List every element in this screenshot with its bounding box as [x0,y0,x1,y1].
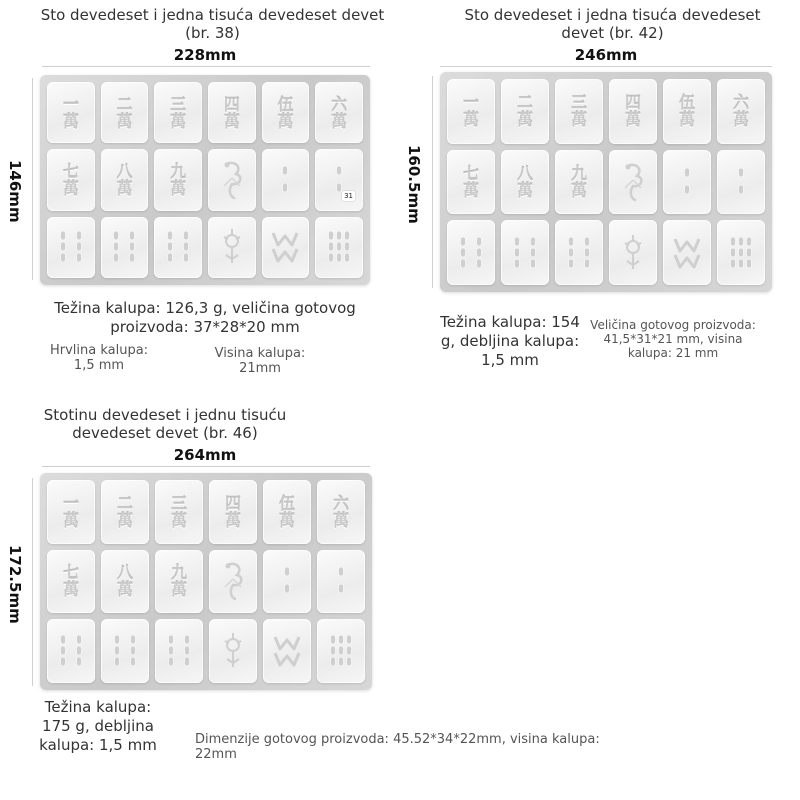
mold1-spec-right: Visina kalupa: 21mm [214,346,306,376]
tile-bottom-char: 萬 [116,510,133,530]
mahjong-tile [209,619,257,683]
mahjong-tile [663,79,711,144]
tile-bottom-char: 萬 [678,110,695,130]
tile-bottom-char: 萬 [224,510,241,530]
bamboo-two-icon [269,557,305,605]
tile-top-char: 伍 [678,93,695,113]
character-seven-wan-icon [463,165,479,199]
tile-top-char: 四 [224,493,241,513]
tile-top-char: 一 [62,493,79,513]
character-nine-wan-icon [571,165,587,199]
mahjong-tile [717,150,765,215]
mahjong-tile [263,480,311,544]
bamboo-nine-icon [323,627,359,675]
mold2-title: Sto devedeset i jedna tisuća devedeset devet (br. 42) [464,6,761,42]
tile-top-char: 伍 [278,493,295,513]
mahjong-tile [47,82,95,143]
tile-number-sticker: 31 [344,191,353,200]
mahjong-tile [315,217,363,278]
tile-bottom-char: 萬 [277,111,294,131]
tile-bottom-char: 萬 [732,110,749,130]
tile-top-char: 九 [170,563,187,583]
mahjong-tile [609,79,657,144]
character-five-wan-icon [277,96,293,130]
mahjong-tile [315,82,363,143]
mahjong-tile [555,150,603,215]
character-seven-wan-icon [63,163,79,197]
mahjong-tile [263,619,311,683]
tile-bottom-char: 萬 [462,110,479,130]
character-six-wan-icon [331,96,347,130]
tile-bottom-char: 萬 [62,111,79,131]
mahjong-tile [47,149,95,210]
mahjong-tile [447,220,495,285]
tile-bottom-char: 萬 [62,510,79,530]
mahjong-tile [154,217,202,278]
tile-bottom-char: 萬 [116,111,133,131]
mahjong-tile [101,149,149,210]
character-two-wan-icon [117,495,133,529]
bamboo-six-icon [507,229,543,277]
character-three-wan-icon [571,94,587,128]
bamboo-w-icon [269,627,305,675]
tile-bottom-char: 萬 [62,580,79,600]
tile-top-char: 三 [570,93,587,113]
mahjong-tile [101,480,149,544]
mold1-width-line [42,66,370,67]
character-one-wan-icon [463,94,479,128]
mahjong-tile [315,149,363,210]
character-six-wan-icon [733,94,749,128]
character-eight-wan-icon [116,163,132,197]
bamboo-six-icon [561,229,597,277]
mahjong-tile [155,550,203,614]
mahjong-tile [609,220,657,285]
tile-top-char: 二 [116,493,133,513]
mahjong-tile [209,480,257,544]
character-two-wan-icon [116,96,132,130]
bamboo-six-icon [53,223,89,271]
mold3-width-line [42,466,370,467]
tile-top-char: 一 [62,94,79,114]
character-five-wan-icon [679,94,695,128]
character-nine-wan-icon [171,564,187,598]
flower-icon [215,627,251,675]
mold3-height-line [32,478,33,686]
tile-bottom-char: 萬 [278,510,295,530]
mahjong-tile [208,149,256,210]
mahjong-tile [717,220,765,285]
mahjong-tile [101,550,149,614]
character-four-wan-icon [224,96,240,130]
mahjong-tile [208,217,256,278]
bamboo-w-icon [267,223,303,271]
tile-top-char: 三 [170,94,187,114]
tile-bottom-char: 萬 [332,510,349,530]
tile-top-char: 六 [331,94,348,114]
character-three-wan-icon [171,495,187,529]
mahjong-tile [555,79,603,144]
mold1-spec-main: Težina kalupa: 126,3 g, veličina gotovog proizvoda: 37*28*20 mm [54,299,356,336]
flower-icon [615,229,651,277]
tile-bottom-char: 萬 [116,178,133,198]
mahjong-tile [717,79,765,144]
character-one-wan-icon [63,96,79,130]
tile-top-char: 六 [732,93,749,113]
tile-top-char: 二 [116,94,133,114]
tile-bottom-char: 萬 [570,110,587,130]
mold3-width-label: 264mm [173,446,237,464]
tile-top-char: 八 [516,163,533,183]
bamboo-two-icon [323,557,359,605]
character-six-wan-icon [333,495,349,529]
mahjong-tile [317,619,365,683]
mold2-tray [440,72,772,292]
bamboo-six-icon [53,627,89,675]
flower-icon [214,223,250,271]
tile-bottom-char: 萬 [462,180,479,200]
tile-top-char: 八 [116,563,133,583]
mahjong-tile [501,220,549,285]
character-seven-wan-icon [63,564,79,598]
mahjong-tile [101,619,149,683]
mahjong-tile [447,79,495,144]
mahjong-tile [663,220,711,285]
mahjong-tile [154,149,202,210]
mold1-spec-left: Hrvlina kalupa: 1,5 mm [49,343,149,373]
tile-bottom-char: 萬 [624,110,641,130]
mahjong-tile [263,550,311,614]
bamboo-six-icon [107,627,143,675]
character-one-wan-icon [63,495,79,529]
tile-top-char: 七 [62,161,79,181]
mold2-width-line [440,66,772,67]
character-nine-wan-icon [170,163,186,197]
mahjong-tile [154,82,202,143]
tile-top-char: 七 [62,563,79,583]
mold3-spec-main: Težina kalupa: 175 g, debljina kalupa: 1,5 mm [39,698,157,754]
character-three-wan-icon [170,96,186,130]
mahjong-tile [501,79,549,144]
bamboo-nine-icon [723,229,759,277]
mold3-title: Stotinu devedeset i jednu tisuću devedeset devet (br. 46) [43,406,287,442]
character-two-wan-icon [517,94,533,128]
character-four-wan-icon [625,94,641,128]
character-four-wan-icon [225,495,241,529]
mold3-tray [40,473,372,690]
tile-bottom-char: 萬 [170,510,187,530]
tile-bottom-char: 萬 [170,580,187,600]
mold2-spec-right: Veličina gotovog proizvoda: 41,5*31*21 mm, visina kalupa: 21 mm [590,318,756,360]
mahjong-tile [262,149,310,210]
bird-bamboo-one-icon [214,156,250,204]
mold2-width-label: 246mm [574,46,638,64]
mahjong-tile [47,619,95,683]
bamboo-six-icon [160,223,196,271]
mold1-tray [40,75,370,285]
tile-top-char: 六 [332,493,349,513]
bamboo-six-icon [453,229,489,277]
tile-top-char: 九 [170,161,187,181]
mold1-height-label: 146mm [6,160,24,223]
bird-bamboo-one-icon [215,557,251,605]
mold3-spec-right: Dimenzije gotovog proizvoda: 45.52*34*22mm, visina kalupa: 22mm [195,732,600,762]
tile-bottom-char: 萬 [170,111,187,131]
mahjong-tile [47,550,95,614]
mahjong-tile [101,217,149,278]
tile-bottom-char: 萬 [331,111,348,131]
tile-top-char: 四 [624,93,641,113]
mahjong-tile [447,150,495,215]
tile-top-char: 三 [170,493,187,513]
tile-top-char: 伍 [277,94,294,114]
mold2-height-line [432,76,433,288]
mahjong-tile [317,480,365,544]
bamboo-six-icon [106,223,142,271]
tile-bottom-char: 萬 [516,180,533,200]
mahjong-tile [663,150,711,215]
tile-bottom-char: 萬 [516,110,533,130]
mahjong-tile [501,150,549,215]
tile-top-char: 四 [223,94,240,114]
bird-bamboo-one-icon [615,158,651,206]
mold2-height-label: 160.5mm [405,145,423,224]
mold1-height-line [32,78,33,280]
mahjong-tile [262,217,310,278]
mold1-title: Sto devedeset i jedna tisuća devedeset devet (br. 38) [40,6,385,42]
mahjong-tile [47,217,95,278]
mahjong-tile [155,480,203,544]
bamboo-w-icon [669,229,705,277]
tile-bottom-char: 萬 [170,178,187,198]
mahjong-tile [262,82,310,143]
mahjong-tile [101,82,149,143]
mahjong-tile [317,550,365,614]
bamboo-two-icon [723,158,759,206]
character-eight-wan-icon [517,165,533,199]
mahjong-tile [555,220,603,285]
bamboo-nine-icon [321,223,357,271]
mahjong-tile [609,150,657,215]
tile-top-char: 一 [462,93,479,113]
bamboo-two-icon [267,156,303,204]
mahjong-tile [47,480,95,544]
tile-top-char: 九 [570,163,587,183]
tile-bottom-char: 萬 [62,178,79,198]
mold2-spec-main: Težina kalupa: 154 g, debljina kalupa: 1,5 mm [440,313,580,369]
tile-bottom-char: 萬 [223,111,240,131]
mold3-height-label: 172.5mm [6,545,24,624]
bamboo-two-icon [669,158,705,206]
mold1-width-label: 228mm [173,46,237,64]
mahjong-tile [208,82,256,143]
bamboo-six-icon [161,627,197,675]
mahjong-tile [209,550,257,614]
character-five-wan-icon [279,495,295,529]
tile-top-char: 二 [516,93,533,113]
tile-top-char: 七 [462,163,479,183]
tile-bottom-char: 萬 [116,580,133,600]
mahjong-tile [155,619,203,683]
tile-top-char: 八 [116,161,133,181]
tile-bottom-char: 萬 [570,180,587,200]
character-eight-wan-icon [117,564,133,598]
